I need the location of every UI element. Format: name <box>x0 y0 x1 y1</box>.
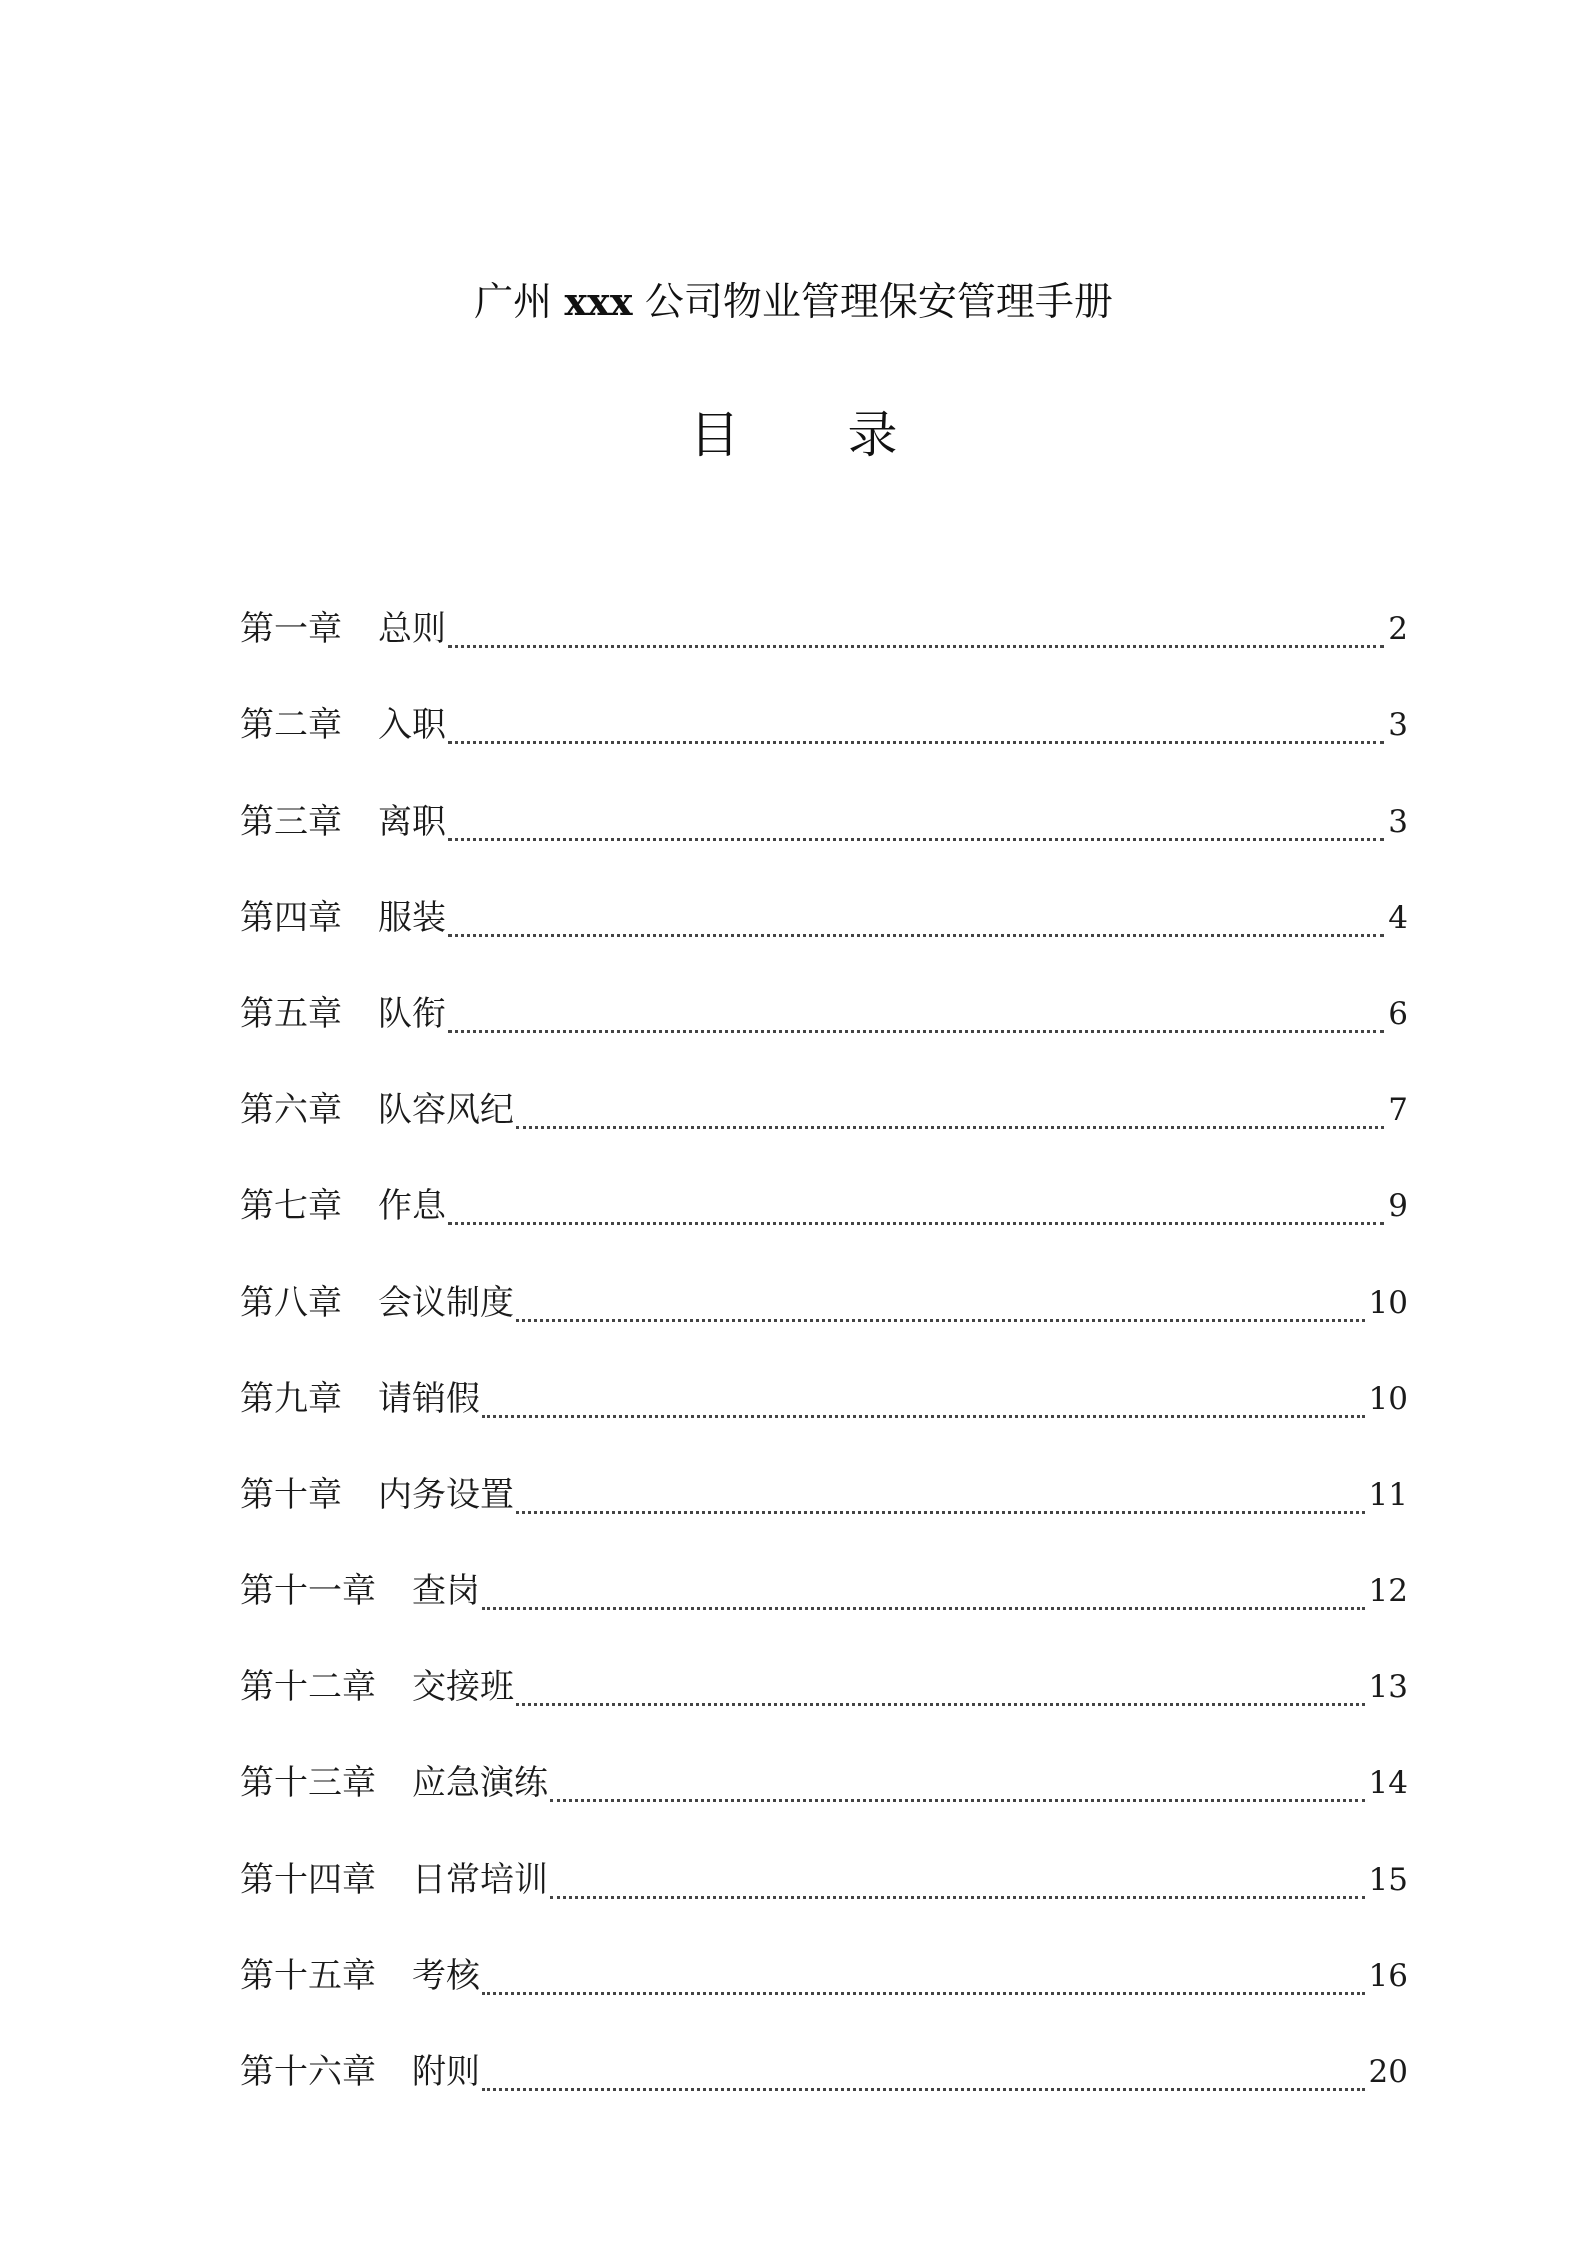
toc-chapter-number: 第六章 <box>240 1090 342 1131</box>
toc-page-number: 9 <box>1388 1188 1408 1225</box>
toc-entry[interactable] <box>240 656 1408 752</box>
toc-page-number: 15 <box>1368 1861 1408 1898</box>
toc-dot-leader <box>448 794 1384 841</box>
toc-page-number: 7 <box>1388 1092 1408 1129</box>
toc-dot-leader <box>482 1563 1365 1610</box>
toc-dot-leader <box>482 1948 1365 1995</box>
toc-dot-leader <box>516 1659 1365 1706</box>
toc-dot-leader <box>516 1275 1365 1322</box>
toc-dot-leader <box>448 601 1384 648</box>
toc-chapter-number: 第九章 <box>240 1378 342 1419</box>
toc-entry[interactable] <box>240 1714 1408 1810</box>
toc-entry[interactable] <box>240 560 1408 656</box>
toc-entry[interactable] <box>240 752 1408 848</box>
toc-page-number: 13 <box>1368 1669 1408 1706</box>
toc-chapter-number: 第十六章 <box>240 2052 376 2092</box>
toc-dot-leader <box>482 1371 1365 1418</box>
toc-page-number: 16 <box>1368 1957 1408 1994</box>
toc-chapter-number: 第十四章 <box>240 1859 376 1900</box>
toc-chapter-title: 离职 <box>378 801 446 842</box>
toc-page-number: 11 <box>1368 1476 1408 1513</box>
toc-dot-leader <box>550 1755 1365 1802</box>
toc-chapter-title: 入职 <box>378 705 446 746</box>
toc-chapter-title: 队容风纪 <box>378 1090 514 1131</box>
toc-chapter-number: 第十三章 <box>240 1763 376 1804</box>
document-title <box>0 272 1587 333</box>
toc-chapter-number: 第二章 <box>240 705 342 746</box>
toc-chapter-title: 会议制度 <box>378 1282 514 1323</box>
toc-heading <box>0 400 1587 470</box>
document-title-prefix: 广州 <box>474 280 553 325</box>
toc-dot-leader <box>448 697 1384 744</box>
toc-entry[interactable] <box>240 1233 1408 1329</box>
document-title-suffix: 公司物业管理保安管理手册 <box>644 280 1113 325</box>
toc-dot-leader <box>448 986 1384 1033</box>
toc-dot-leader <box>516 1467 1365 1514</box>
toc-dot-leader <box>482 2044 1365 2091</box>
toc-chapter-number: 第四章 <box>240 897 342 938</box>
toc-entry[interactable] <box>240 1426 1408 1522</box>
toc-chapter-number: 第十一章 <box>240 1571 376 1612</box>
toc-page-number: 12 <box>1368 1573 1408 1610</box>
toc-page-number: 2 <box>1388 611 1408 648</box>
toc-entry[interactable] <box>240 2003 1408 2099</box>
toc-chapter-title: 队衔 <box>378 993 446 1034</box>
toc-dot-leader <box>448 890 1384 937</box>
toc-entry[interactable] <box>240 1618 1408 1714</box>
toc-chapter-title: 内务设置 <box>378 1474 514 1515</box>
toc-chapter-title: 总则 <box>378 609 446 650</box>
toc-chapter-number: 第八章 <box>240 1282 342 1323</box>
toc-page-number: 14 <box>1368 1765 1408 1802</box>
toc-chapter-number: 第一章 <box>240 609 342 650</box>
toc-chapter-number: 第五章 <box>240 993 342 1034</box>
toc-chapter-number: 第十章 <box>240 1474 342 1515</box>
toc-chapter-title: 考核 <box>412 1955 480 1996</box>
document-title-company: xxx <box>564 279 633 324</box>
toc-chapter-title: 日常培训 <box>412 1859 548 1900</box>
toc-chapter-title: 查岗 <box>412 1571 480 1612</box>
toc-dot-leader <box>448 1178 1384 1225</box>
toc-page-number: 20 <box>1368 2054 1408 2090</box>
toc-chapter-title: 应急演练 <box>412 1763 548 1804</box>
toc-page-number: 10 <box>1368 1284 1408 1321</box>
toc-entry[interactable] <box>240 1522 1408 1618</box>
toc-entry[interactable] <box>240 1330 1408 1426</box>
toc-heading-char-1: 目 <box>689 406 740 464</box>
table-of-contents <box>240 560 1408 2099</box>
toc-page-number: 6 <box>1388 995 1408 1032</box>
toc-chapter-title: 作息 <box>378 1186 446 1227</box>
toc-chapter-number: 第十五章 <box>240 1955 376 1996</box>
toc-chapter-number: 第十二章 <box>240 1667 376 1708</box>
toc-chapter-title: 交接班 <box>412 1667 514 1708</box>
toc-chapter-title: 附则 <box>412 2052 480 2092</box>
toc-chapter-title: 服装 <box>378 897 446 938</box>
toc-dot-leader <box>550 1852 1365 1899</box>
toc-entry[interactable] <box>240 945 1408 1041</box>
toc-chapter-number: 第三章 <box>240 801 342 842</box>
toc-dot-leader <box>516 1082 1384 1129</box>
toc-heading-char-2: 录 <box>847 406 898 464</box>
toc-entry[interactable] <box>240 849 1408 945</box>
toc-page-number: 4 <box>1388 899 1408 936</box>
toc-page-number: 3 <box>1388 803 1408 840</box>
toc-chapter-number: 第七章 <box>240 1186 342 1227</box>
toc-entry[interactable] <box>240 1041 1408 1137</box>
toc-page-number: 3 <box>1388 707 1408 744</box>
toc-entry[interactable] <box>240 1907 1408 2003</box>
toc-entry[interactable] <box>240 1810 1408 1906</box>
toc-entry[interactable] <box>240 1137 1408 1233</box>
toc-page-number: 10 <box>1368 1380 1408 1417</box>
toc-chapter-title: 请销假 <box>378 1378 480 1419</box>
